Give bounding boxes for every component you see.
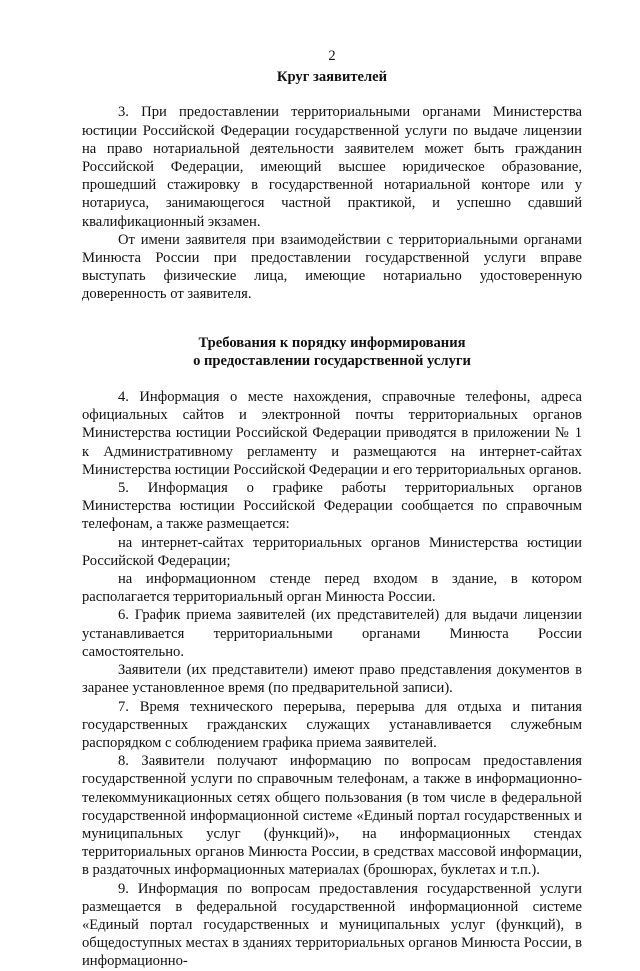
- heading-line: Требования к порядку информирования: [198, 334, 466, 351]
- paragraph: на интернет-сайтах территориальных органов Министерства юстиции Российской Федерации;: [82, 534, 582, 569]
- paragraph: 5. Информация о графике работы территориальных органов Министерства юстиции Российской Федерации сообщается по справочным телефонам, а также размещается:: [82, 480, 582, 533]
- heading-line: о предоставлении государственной услуги: [193, 352, 471, 369]
- section-heading-information-requirements: [82, 334, 582, 370]
- section-heading-applicants: Круг заявителей: [276, 69, 388, 86]
- paragraph: на информационном стенде перед входом в здание, в котором располагается территориальный орган Минюста России.: [82, 571, 582, 606]
- paragraph: 3. При предоставлении территориальными органами Министерства юстиции Российской Федерации государственной услуги по выдаче лицензии на право нотариальной деятельности заявителем может быть гражданин Российской Федерации, имеющий высшее юридическое образование, прошедший стажировку в государственной нотариальной конторе или у нотариуса, занимающегося частной практикой, и успешно сдавший квалификационный экзамен.: [82, 104, 582, 230]
- paragraph: 4. Информация о месте нахождения, справочные телефоны, адреса официальных сайтов и электронной почты территориальных органов Министерства юстиции Российской Федерации приводятся в приложении № 1 к Административному регламенту и размещаются на интернет-сайтах Министерства юстиции Российской Федерации и его территориальных органов.: [82, 389, 582, 478]
- paragraph: 7. Время технического перерыва, перерыва для отдыха и питания государственных гражданских служащих устанавливается служебным распорядком с соблюдением графика приема заявителей.: [82, 698, 582, 751]
- paragraph: 8. Заявители получают информацию по вопросам предоставления государственной услуги по справочным телефонам, а также в информационно-телекоммуникационных сетях общего пользования (в том числе в федеральной государственной информационной системе «Единый портал государственных и муниципальных услуг (функций)», на информационных стендах территориальных органов Минюста России, в средствах массовой информации, в раздаточных информационных материалах (брошюрах, буклетах и т.п.).: [82, 753, 582, 879]
- paragraph: От имени заявителя при взаимодействии с территориальными органами Минюста России при предоставлении государственной услуги вправе выступать физические лица, имеющие нотариально удостоверенную доверенность от заявителя.: [82, 231, 582, 303]
- paragraph: Заявители (их представители) имеют право представления документов в заранее установленное время (по предварительной записи).: [82, 662, 582, 697]
- paragraph: 9. Информация по вопросам предоставления государственной услуги размещается в федеральной государственной информационной системе «Единый портал государственных и муниципальных услуг (функций), в общедоступных местах в зданиях территориальных органов Минюста России, в информационно-: [82, 880, 582, 970]
- page-number: 2: [328, 48, 336, 64]
- paragraph: 6. График приема заявителей (их представителей) для выдачи лицензии устанавливается территориальными органами Минюста России самостоятельно.: [82, 607, 582, 660]
